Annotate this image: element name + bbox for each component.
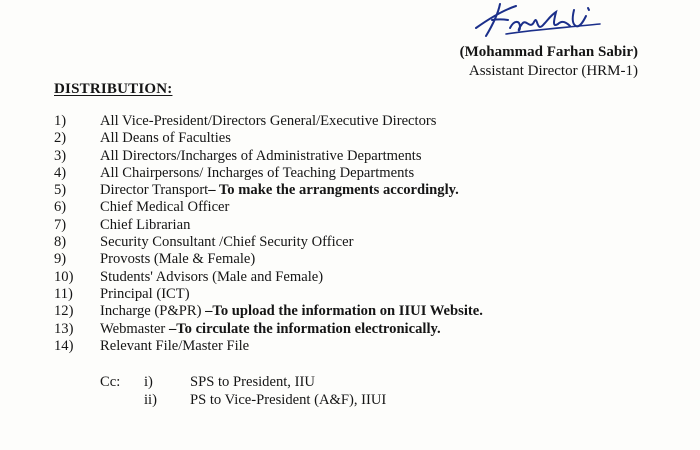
distribution-item: [54, 286, 483, 303]
distribution-item: [54, 251, 483, 268]
distribution-item: [54, 303, 483, 320]
cc-item: [100, 373, 386, 391]
signatory-block: [460, 43, 638, 81]
distribution-item-number: 7): [54, 216, 67, 233]
distribution-item-note: –To circulate the information electronically.: [168, 320, 441, 337]
distribution-item-text: Director Transport: [100, 182, 209, 199]
distribution-item-text: Provosts (Male & Female): [100, 251, 256, 268]
distribution-item: [54, 338, 483, 355]
distribution-item: [54, 113, 483, 130]
distribution-item-number: 6): [54, 199, 67, 216]
distribution-item-text: Security Consultant /Chief Security Officer: [100, 234, 354, 251]
distribution-item-text: Chief Librarian: [100, 216, 191, 233]
distribution-item-note: –To upload the information on IIUI Website.: [205, 303, 483, 320]
distribution-item-text: Relevant File/Master File: [100, 337, 250, 354]
distribution-item: [54, 182, 483, 199]
cc-item-number: ii): [144, 392, 157, 408]
distribution-item-number: 5): [54, 182, 67, 199]
cc-item-text: PS to Vice-President (A&F), IIUI: [190, 392, 387, 408]
distribution-item-number: 11): [54, 285, 73, 302]
distribution-item-number: 9): [54, 251, 67, 268]
signatory-name: (Mohammad Farhan Sabir): [459, 44, 638, 60]
handwritten-signature: [470, 0, 620, 44]
distribution-item-text: All Chairpersons/ Incharges of Teaching Departments: [100, 164, 415, 181]
distribution-item-number: 14): [54, 337, 74, 354]
distribution-item: [54, 148, 483, 165]
distribution-item: [54, 234, 483, 251]
distribution-item-number: 10): [54, 268, 74, 285]
distribution-item: [54, 269, 483, 286]
distribution-item-text: All Vice-President/Directors General/Executive Directors: [100, 113, 437, 129]
signatory-designation: Assistant Director (HRM-1): [468, 63, 638, 79]
cc-block: [100, 373, 386, 409]
cc-item-number: i): [144, 374, 153, 390]
distribution-item-text: Chief Medical Officer: [100, 199, 230, 216]
distribution-item-number: 2): [54, 130, 67, 147]
distribution-item-note: – To make the arrangments accordingly.: [208, 182, 459, 199]
distribution-item-number: 8): [54, 234, 67, 251]
distribution-item: [54, 199, 483, 216]
distribution-item-number: 13): [54, 320, 74, 337]
distribution-item-text: Principal (ICT): [100, 285, 190, 302]
distribution-item-text: Incharge (P&PR): [100, 303, 206, 320]
distribution-item-text: All Deans of Faculties: [100, 130, 231, 147]
cc-label: Cc:: [100, 374, 121, 390]
distribution-item: [54, 130, 483, 147]
distribution-item-text: Webmaster: [100, 320, 169, 337]
distribution-heading: DISTRIBUTION:: [54, 81, 173, 97]
distribution-item-number: 1): [54, 113, 67, 129]
cc-item: [100, 391, 386, 409]
distribution-item-number: 3): [54, 147, 67, 164]
distribution-item-text: All Directors/Incharges of Administrative Departments: [100, 147, 422, 164]
distribution-item-number: 12): [54, 303, 74, 320]
distribution-item-text: Students' Advisors (Male and Female): [100, 268, 324, 285]
distribution-item: [54, 321, 483, 338]
distribution-item-number: 4): [54, 164, 67, 181]
distribution-item: [54, 165, 483, 182]
distribution-item: [54, 217, 483, 234]
cc-item-text: SPS to President, IIU: [190, 374, 315, 390]
distribution-list: [54, 113, 483, 355]
